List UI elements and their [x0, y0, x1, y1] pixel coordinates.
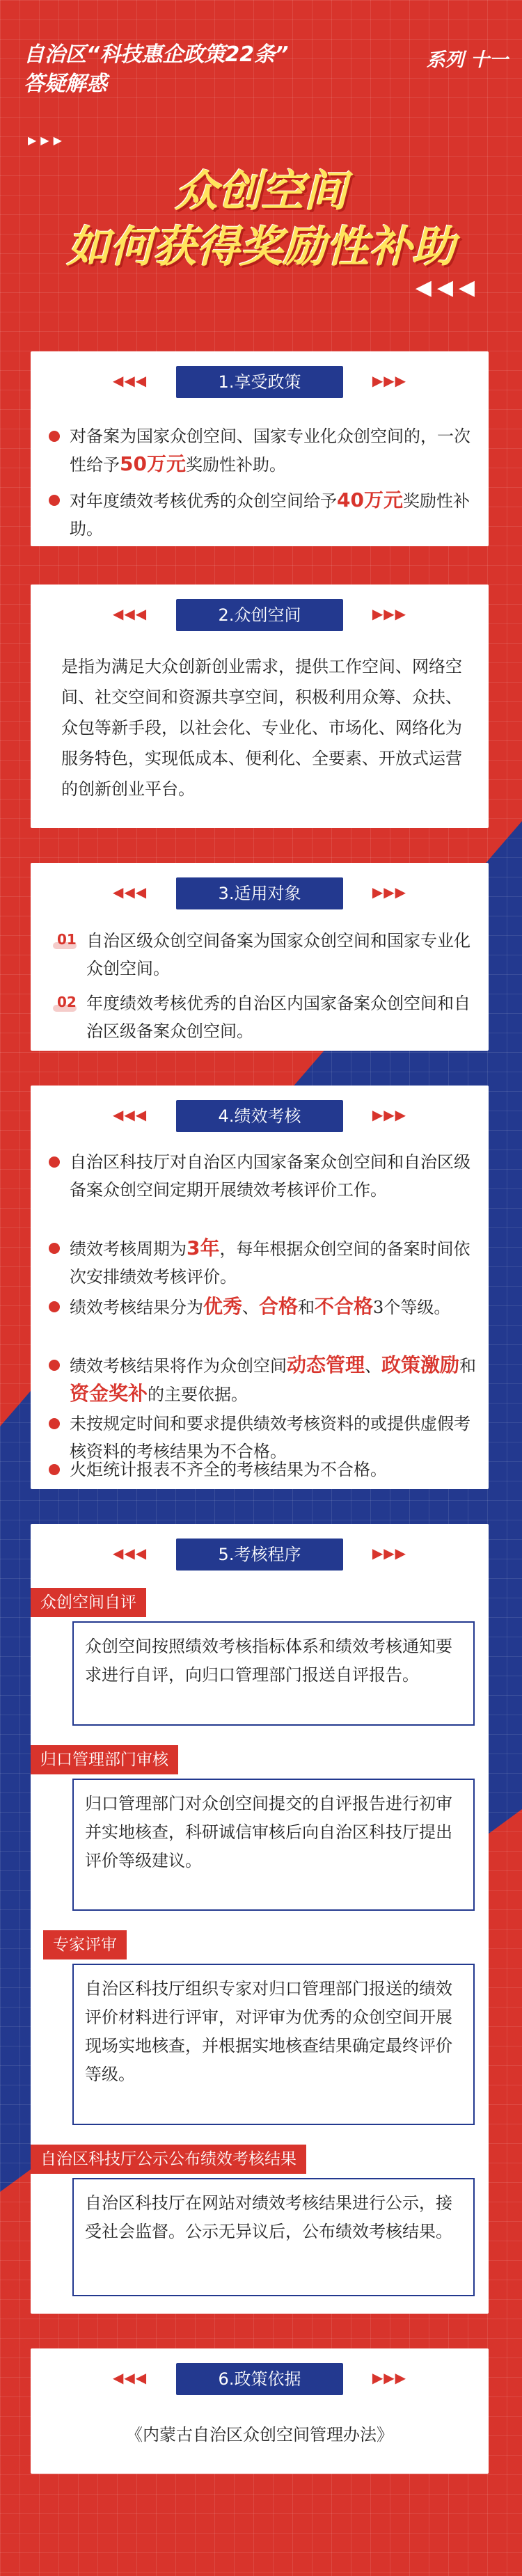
main-title-line2: 如何获得奖励性补助 [66, 221, 455, 272]
list-item: 绩效考核结果将作为众创空间动态管理、政策激励和资金奖补的主要依据。 [47, 1351, 479, 1408]
list-item: 绩效考核周期为3年，每年根据众创空间的备案时间依次安排绩效考核评价。 [47, 1234, 479, 1291]
list-item: 对年度绩效考核优秀的众创空间给予40万元奖励性补助。 [47, 486, 479, 543]
triangle-left-icon: ◀◀◀ [113, 884, 148, 900]
section-header [31, 357, 489, 413]
policy-document-name: 《内蒙古自治区众创空间管理办法》 [126, 2425, 393, 2444]
definition-text: 是指为满足大众创新创业需求，提供工作空间、网络空间、社交空间和资源共享空间，积极利用众筹、众扶、众包等新手段，以社会化、专业化、市场化、网络化为服务特色，实现低成本、便利化、全要素、开放式运营的创新创业平台。 [61, 657, 462, 799]
bullet-dot-icon [49, 1360, 60, 1371]
section-header [31, 1091, 489, 1147]
section-header [31, 2354, 489, 2410]
step-label: 归口管理部门审核 [31, 1745, 178, 1774]
section-title: 3.适用对象 [176, 877, 343, 909]
list-item: 绩效考核结果分为优秀、合格和不合格3个等级。 [47, 1293, 479, 1321]
header-title-line2: 答疑解惑 [24, 72, 107, 96]
subsidy-amount: 40万元 [337, 488, 403, 511]
arrow-left-icons: ◀◀◀ [415, 276, 480, 300]
step-label: 自治区科技厅公示公布绩效考核结果 [31, 2145, 306, 2174]
item-number: 02 [57, 988, 77, 1016]
triangle-left-icon: ◀◀◀ [113, 605, 148, 622]
bullet-dot-icon [49, 1301, 60, 1312]
section-title: 2.众创空间 [176, 599, 343, 631]
section-procedure-card [31, 1524, 489, 2314]
main-title-line1: 众创空间 [174, 166, 347, 216]
list-item: 火炬统计报表不齐全的考核结果为不合格。 [47, 1456, 479, 1484]
series-label: 系列 十一 [426, 49, 508, 71]
header-title [24, 40, 386, 99]
list-item: 对备案为国家众创空间、国家专业化众创空间的，一次性给予50万元奖励性补助。 [47, 422, 479, 479]
step-text: 归口管理部门对众创空间提交的自评报告进行初审并实地核查，科研诚信审核后向自治区科技厅提出评价等级建议。 [72, 1779, 475, 1911]
step-text: 众创空间按照绩效考核指标体系和绩效考核通知要求进行自评，向归口管理部门报送自评报告。 [72, 1621, 475, 1726]
section-definition-card [31, 585, 489, 828]
subsidy-amount: 50万元 [120, 452, 186, 475]
section-title: 1.享受政策 [176, 366, 343, 398]
section-header [31, 1529, 489, 1585]
step-text: 自治区科技厅组织专家对归口管理部门报送的绩效评价材料进行评审，对评审为优秀的众创空间开展现场实地核查，并根据实地核查结果确定最终评价等级。 [72, 1964, 475, 2125]
list-item: 02 年度绩效考核优秀的自治区内国家备案众创空间和自治区级备案众创空间。 [47, 989, 479, 1045]
item-number: 01 [57, 925, 77, 953]
step-label: 专家评审 [43, 1930, 127, 1959]
bullet-dot-icon [49, 1418, 60, 1429]
triangle-right-icon: ▶▶▶ [372, 884, 406, 900]
main-title [0, 164, 522, 275]
bullet-dot-icon [49, 495, 60, 506]
bullet-dot-icon [49, 431, 60, 442]
step-label: 众创空间自评 [31, 1588, 146, 1617]
triangle-right-icon: ▶▶▶ [372, 1106, 406, 1123]
triangle-left-icon: ◀◀◀ [113, 1545, 148, 1561]
list-item: 自治区科技厅对自治区内国家备案众创空间和自治区级备案众创空间定期开展绩效考核评价工作。 [47, 1148, 479, 1204]
arrow-right-icons: ▶▶▶ [28, 134, 66, 147]
section-title: 5.考核程序 [176, 1539, 343, 1571]
triangle-left-icon: ◀◀◀ [113, 1106, 148, 1123]
list-item: 未按规定时间和要求提供绩效考核资料的或提供虚假考核资料的考核结果为不合格。 [47, 1410, 479, 1465]
triangle-right-icon: ▶▶▶ [372, 1545, 406, 1561]
header-title-line1: 自治区“科技惠企政策22条” [24, 42, 289, 67]
triangle-left-icon: ◀◀◀ [113, 372, 148, 389]
section-basis-card [31, 2348, 489, 2474]
section-header [31, 868, 489, 924]
bullet-dot-icon [49, 1464, 60, 1475]
section-evaluation-card [31, 1086, 489, 1489]
section-title: 6.政策依据 [176, 2363, 343, 2395]
section-policy-card [31, 351, 489, 546]
list-item: 01 自治区级众创空间备案为国家众创空间和国家专业化众创空间。 [47, 927, 479, 983]
section-title: 4.绩效考核 [176, 1100, 343, 1132]
section-target-card [31, 863, 489, 1051]
bullet-dot-icon [49, 1156, 60, 1168]
triangle-right-icon: ▶▶▶ [372, 2369, 406, 2386]
section-header [31, 590, 489, 646]
step-text: 自治区科技厅在网站对绩效考核结果进行公示，接受社会监督。公示无异议后，公布绩效考核结果。 [72, 2178, 475, 2296]
triangle-left-icon: ◀◀◀ [113, 2369, 148, 2386]
triangle-right-icon: ▶▶▶ [372, 605, 406, 622]
header [0, 0, 522, 327]
bullet-dot-icon [49, 1243, 60, 1254]
triangle-right-icon: ▶▶▶ [372, 372, 406, 389]
